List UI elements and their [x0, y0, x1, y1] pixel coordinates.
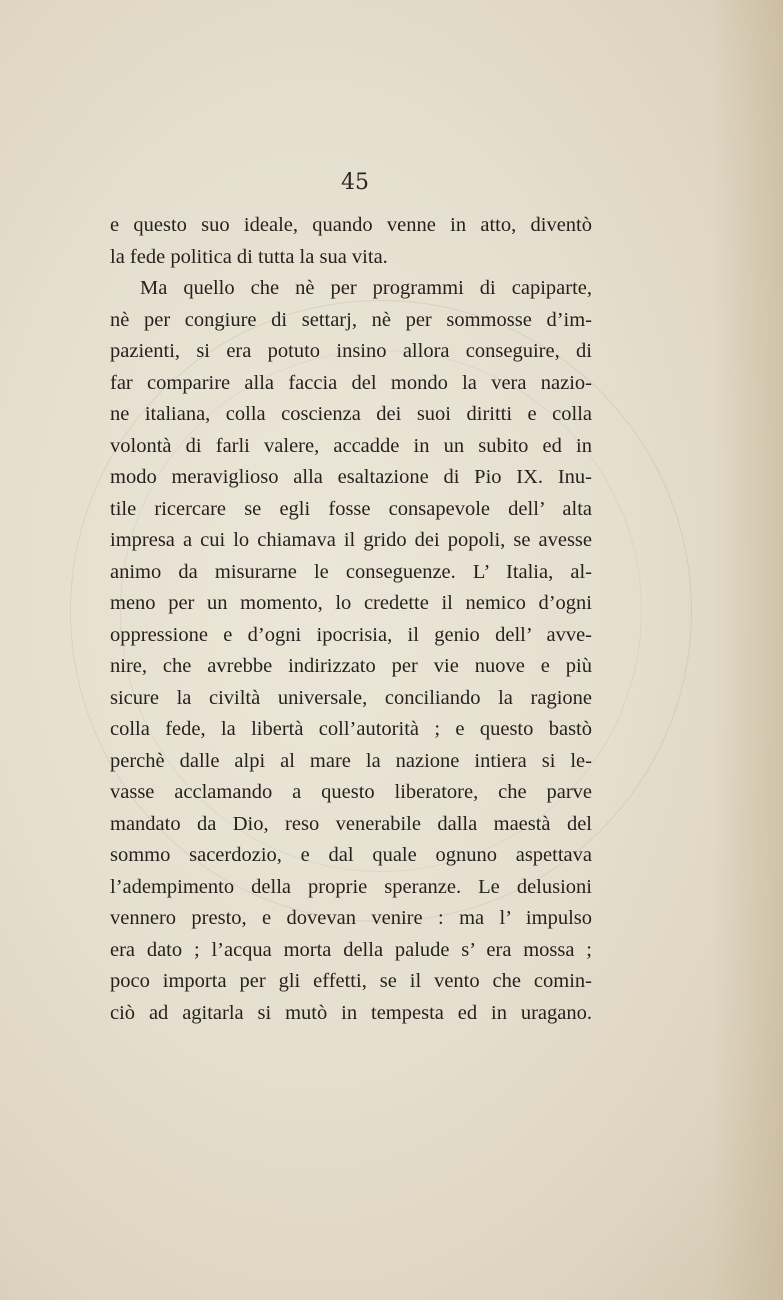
text-line: perchè dalle alpi al mare la nazione intiera si le- [110, 749, 592, 772]
text-line: oppressione e d’ogni ipocrisia, il genio dell’ avve- [110, 623, 592, 646]
text-line: l’adempimento della proprie speranze. Le delusioni [110, 875, 592, 898]
text-line: sicure la civiltà universale, conciliando la ragione [110, 686, 592, 709]
text-line: nè per congiure di settarj, nè per sommosse d’im- [110, 308, 592, 331]
text-line: poco importa per gli effetti, se il vento che comin- [110, 970, 592, 992]
text-line: la fede politica di tutta la sua vita. [110, 245, 388, 268]
page-number: 45 [341, 170, 369, 195]
text-line: nire, che avrebbe indirizzato per vie nuove e più [110, 655, 592, 677]
text-line: modo meraviglioso alla esaltazione di Pio IX. Inu- [110, 466, 592, 488]
text-line: Ma quello che nè per programmi di capiparte, [140, 277, 592, 299]
text-line: vennero presto, e dovevan venire : ma l’ impulso [110, 907, 592, 929]
text-line: era dato ; l’acqua morta della palude s’ era mossa ; [110, 938, 592, 961]
body-text [110, 210, 592, 1029]
text-line: ne italiana, colla coscienza dei suoi diritti e colla [110, 403, 592, 425]
text-line: meno per un momento, lo credette il nemico d’ogni [110, 592, 592, 614]
text-line: mandato da Dio, reso venerabile dalla maestà del [110, 812, 592, 835]
text-line: far comparire alla faccia del mondo la vera nazio- [110, 371, 592, 394]
text-line: animo da misurarne le conseguenze. L’ Italia, al- [110, 560, 592, 583]
text-line: pazienti, si era potuto insino allora conseguire, di [110, 340, 592, 362]
text-line: volontà di farli valere, accadde in un subito ed in [110, 434, 592, 457]
text-line: sommo sacerdozio, e dal quale ognuno aspettava [110, 844, 592, 866]
text-line: tile ricercare se egli fosse consapevole dell’ alta [110, 497, 592, 520]
text-line: e questo suo ideale, quando venne in atto, diventò [110, 214, 592, 236]
page-edge-shadow [713, 0, 783, 1300]
text-line: impresa a cui lo chiamava il grido dei popoli, se avesse [110, 529, 592, 551]
text-line: colla fede, la libertà coll’autorità ; e questo bastò [110, 718, 592, 740]
text-line: ciò ad agitarla si mutò in tempesta ed in uragano. [110, 1001, 592, 1024]
text-line: vasse acclamando a questo liberatore, che parve [110, 781, 592, 803]
